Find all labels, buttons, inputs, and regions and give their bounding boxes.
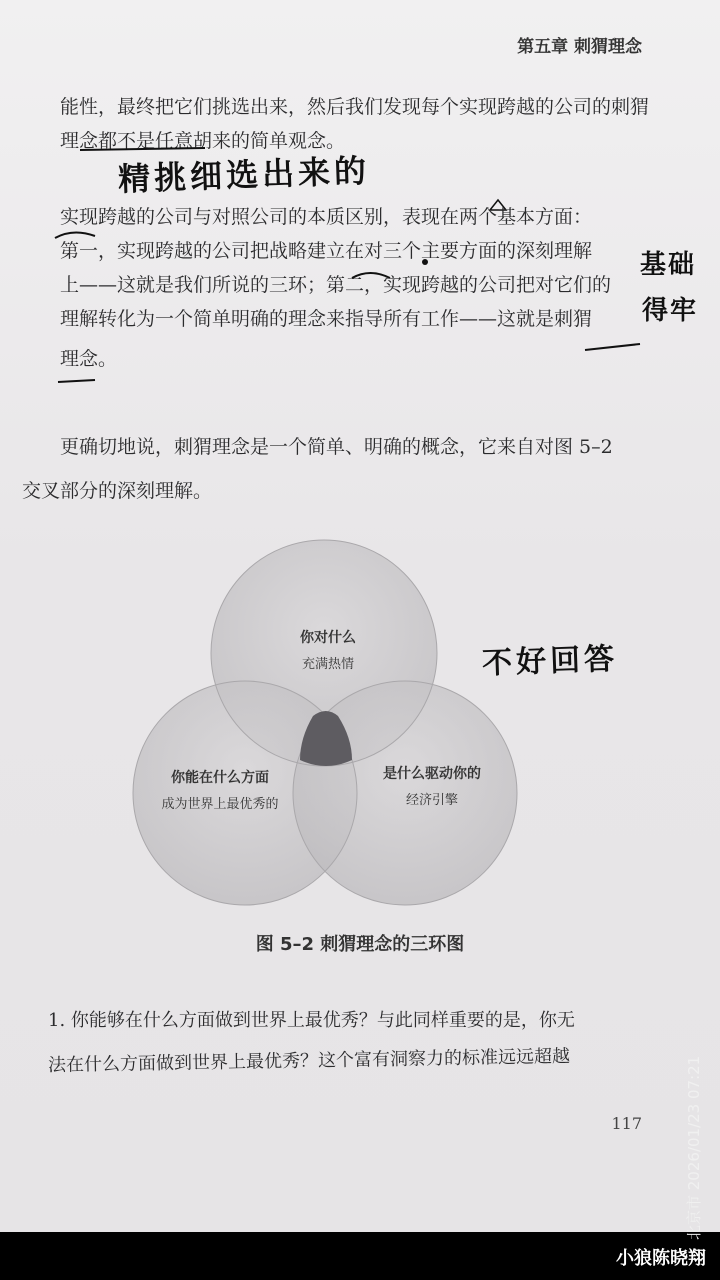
- question-line: 法在什么方面做到世界上最优秀？这个富有洞察力的标准远远超越: [47, 1045, 571, 1077]
- body-line: 第一，实现跨越的公司把战略建立在对三个主要方面的深刻理解: [60, 240, 593, 262]
- body-line: 理念。: [60, 348, 118, 370]
- watermark-bar: [0, 1232, 720, 1280]
- figure-caption: 图 5–2 刺猬理念的三环图: [255, 934, 465, 955]
- handwritten-note: 得牢: [642, 296, 699, 326]
- circle-left-line1: 你能在什么方面: [171, 770, 269, 786]
- handwritten-note: 精挑细选出来的: [117, 151, 371, 199]
- watermark-author: 小狼陈晓翔: [616, 1248, 706, 1269]
- circle-right-line1: 是什么驱动你的: [383, 766, 481, 782]
- chapter-header: 第五章 刺猬理念: [517, 37, 642, 57]
- body-line: 理念都不是任意胡来的简单观念。: [60, 130, 346, 152]
- body-line: 实现跨越的公司与对照公司的本质区别，表现在两个基本方面：: [60, 206, 593, 228]
- body-line: 上——这就是我们所说的三环；第二，实现跨越的公司把对它们的: [60, 274, 612, 296]
- page-number: 117: [611, 1114, 642, 1133]
- circle-right-line2: 经济引擎: [405, 793, 459, 808]
- question-line: 1. 你能够在什么方面做到世界上最优秀？与此同样重要的是，你无: [48, 1010, 575, 1031]
- circle-left-line2: 成为世界上最优秀的: [161, 797, 279, 812]
- circle-top-line1: 你对什么: [300, 630, 356, 646]
- body-line: 理解转化为一个简单明确的理念来指导所有工作——这就是刺猬: [60, 308, 593, 330]
- handwritten-note: 不好回答: [481, 641, 619, 682]
- watermark-timestamp: 北京市 2026/01/23 07:21: [685, 1055, 703, 1240]
- body-line: 更确切地说，刺猬理念是一个简单、明确的概念，它来自对图 5–2: [60, 436, 613, 458]
- body-line: 能性，最终把它们挑选出来，然后我们发现每个实现跨越的公司的刺猬: [60, 96, 650, 118]
- body-line: 交叉部分的深刻理解。: [22, 480, 213, 502]
- handwritten-note: 基础: [640, 250, 697, 280]
- circle-top-line2: 充满热情: [301, 657, 355, 672]
